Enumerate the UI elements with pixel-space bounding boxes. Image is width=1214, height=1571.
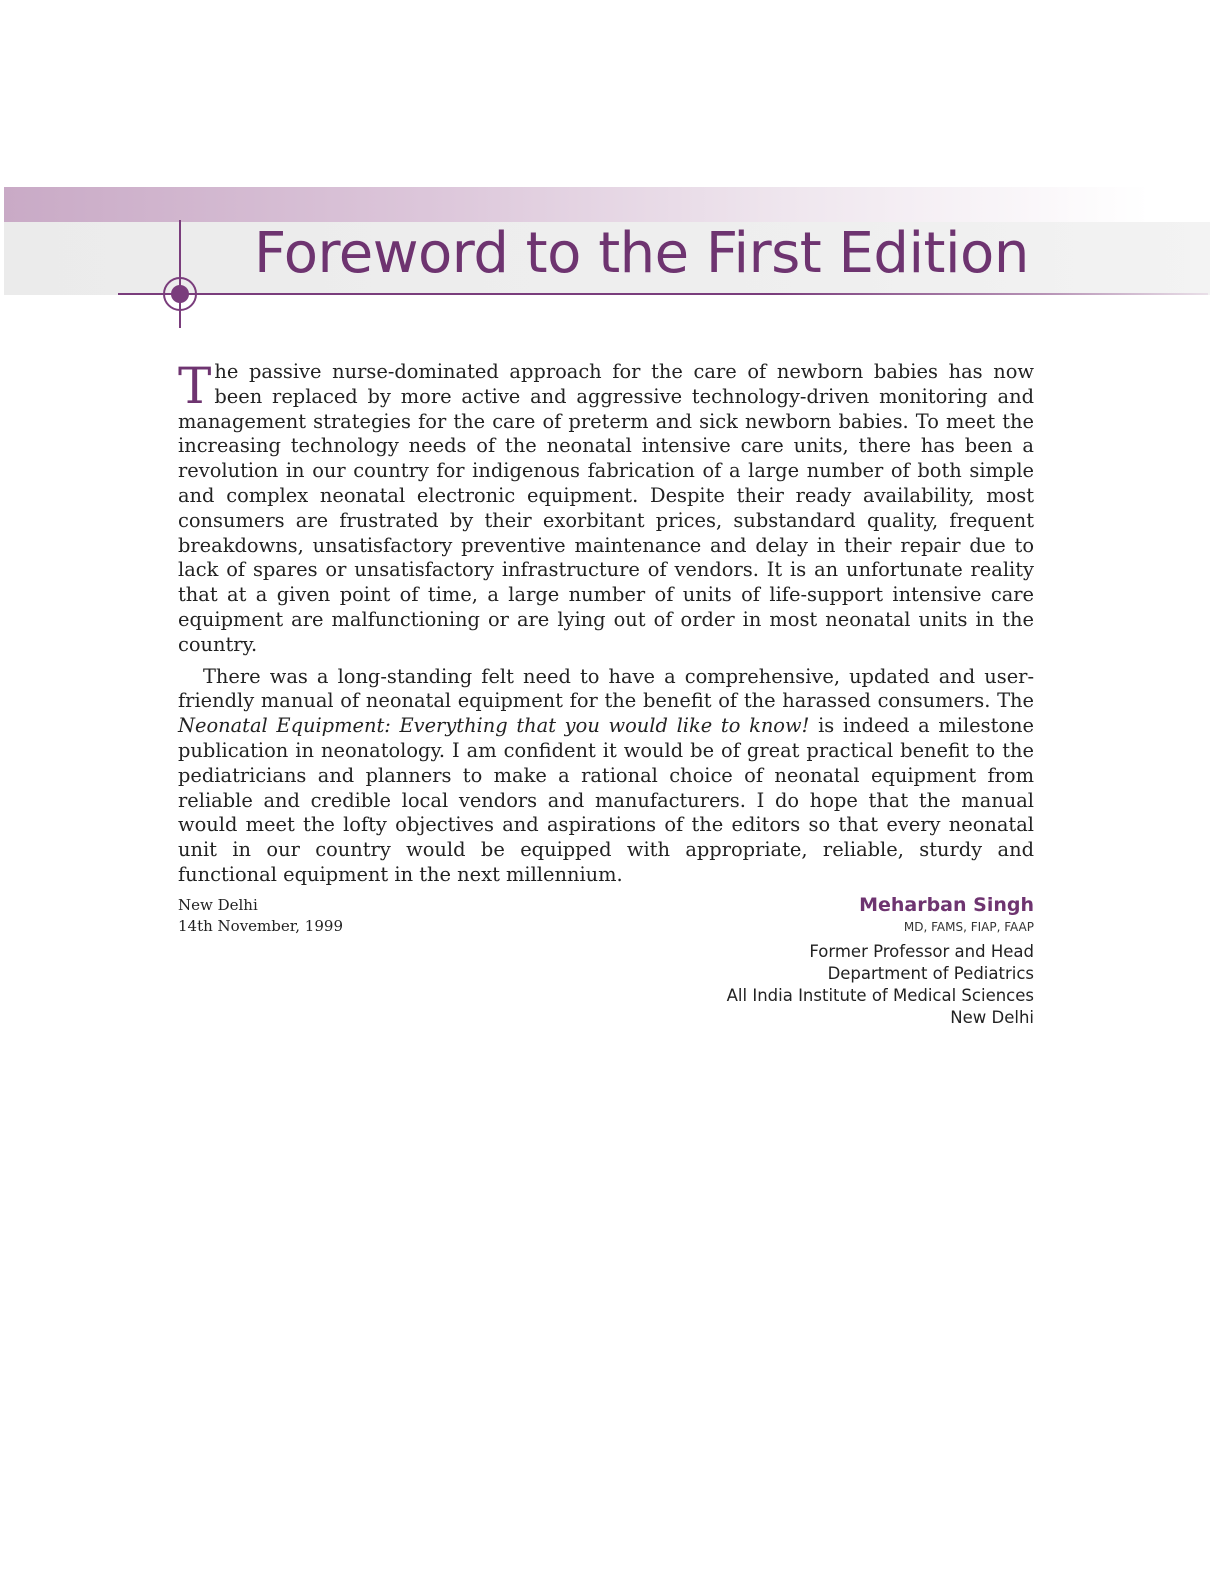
author-city: New Delhi [950, 1008, 1034, 1027]
author-institution: All India Institute of Medical Sciences [726, 986, 1034, 1005]
paragraph-2-text-start: There was a long-standing felt need to have a comprehensive, updated and user-friendly manual of neonatal equipment for the benefit of the harassed consumers. The [178, 664, 1034, 713]
crosshair-icon [148, 220, 212, 330]
place: New Delhi [178, 896, 258, 914]
author-position: Former Professor and Head [809, 942, 1034, 961]
foreword-body [178, 357, 1034, 888]
paragraph-1 [178, 357, 1034, 658]
author-name: Meharban Singh [859, 894, 1034, 916]
date: 14th November, 1999 [178, 917, 343, 935]
author-credentials: MD, FAMS, FIAP, FAAP [903, 920, 1034, 934]
place-date [178, 895, 343, 937]
header-band-top [4, 187, 1210, 222]
paragraph-2 [178, 665, 1034, 888]
title-underline [118, 293, 1208, 295]
book-title-italic: Neonatal Equipment: Everything that you would like to know! [178, 714, 810, 738]
signature-block [727, 892, 1034, 1029]
paragraph-2-text-end: is indeed a milestone publication in neonatology. I am confident it would be of great practical benefit to the pediatricians and planners to make a rational choice of neonatal equipment from reliable and credible local vendors and manufacturers. I do hope that the manual would meet the lofty objectives and aspirations of the editors so that every neonatal unit in our country would be equipped with appropriate, reliable, sturdy and functional equipment in the next millennium. [178, 714, 1034, 886]
page-title: Foreword to the First Edition [254, 221, 1029, 286]
drop-cap: T [178, 357, 212, 415]
author-department: Department of Pediatrics [827, 964, 1034, 983]
paragraph-1-text: he passive nurse-dominated approach for the care of newborn babies has now been replaced by more active and aggressive technology-driven monitoring and management strategies for the care of preterm and sick newborn babies. To meet the increasing technology needs of the neonatal intensive care units, there has been a revolution in our country for indigenous fabrication of a large number of both simple and complex neonatal electronic equipment. Despite their ready availability, most consumers are frustrated by their exorbitant prices, substandard quality, frequent breakdowns, unsatisfactory preventive maintenance and delay in their repair due to lack of spares or unsatisfactory infrastructure of vendors. It is an unfortunate reality that at a given point of time, a large number of units of life-support intensive care equipment are malfunctioning or are lying out of order in most neonatal units in the country. [178, 360, 1034, 656]
